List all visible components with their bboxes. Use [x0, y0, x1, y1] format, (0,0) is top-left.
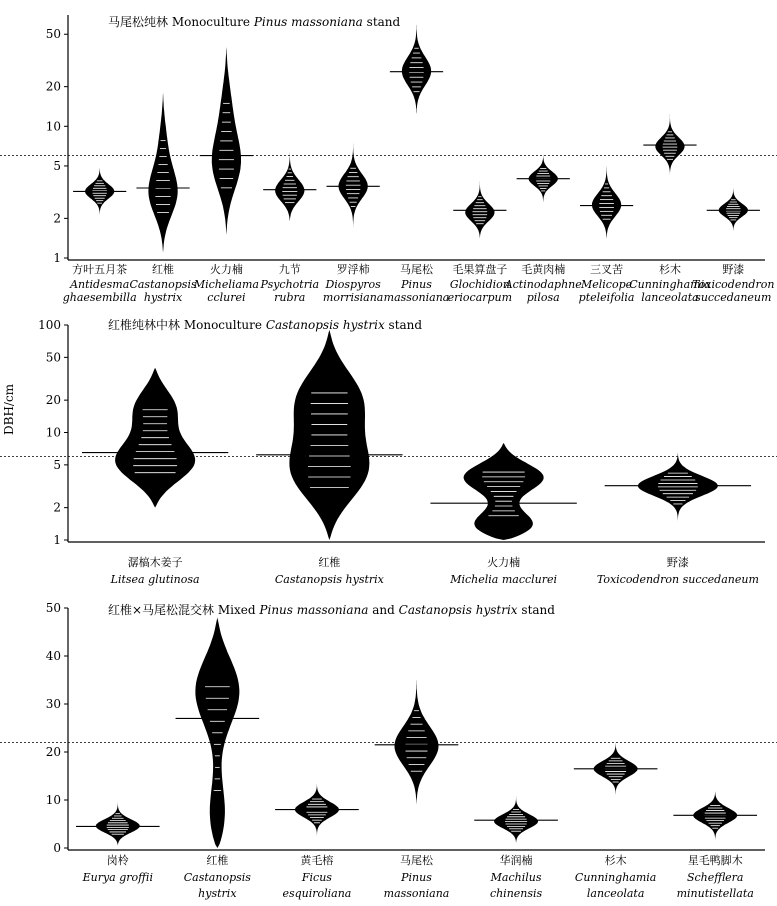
species-label-cn: 火力楠	[209, 263, 243, 276]
species-label-latin-2: massoniana	[383, 291, 450, 304]
species-label-latin: Toxicodendron	[692, 278, 775, 291]
species-label-cn: 罗浮柿	[336, 263, 370, 276]
species-label-latin: Litsea glutinosa	[110, 573, 200, 586]
species-label-latin: Castanopsis hystrix	[274, 573, 384, 586]
panel2-title: 红椎纯林中林 Monoculture Castanopsis hystrix stand	[108, 318, 423, 332]
species-label-latin: Machilus	[490, 871, 542, 884]
species-label-cn: 红椎	[206, 854, 229, 867]
species-label-cn: 三叉苦	[590, 263, 624, 276]
species-label-latin-2: esquiroliana	[282, 887, 352, 900]
panel-1	[0, 15, 777, 304]
species-label-latin: Toxicodendron succedaneum	[596, 573, 759, 586]
species-label-latin: Castanopsis	[129, 278, 197, 291]
y-tick-label: 40	[45, 649, 61, 663]
panel3-title: 红椎×马尾松混交林 Mixed Pinus massoniana and Castanopsis hystrix stand	[108, 603, 555, 617]
species-label-cn: 潺槁木姜子	[127, 556, 183, 569]
species-label-cn: 华润楠	[499, 854, 533, 867]
species-label-cn: 红椎	[318, 556, 341, 569]
species-label-cn: 野漆	[722, 263, 745, 276]
species-label-cn: 毛果算盘子	[452, 263, 508, 276]
species-label-latin: Antidesma	[70, 278, 130, 291]
species-label-latin: Psychotria	[260, 278, 320, 291]
species-label-latin: Castanopsis	[183, 871, 251, 884]
species-label-latin: Actinodaphne	[504, 278, 582, 291]
species-label-cn: 野漆	[666, 556, 689, 569]
species-label-latin-2: chinensis	[489, 887, 543, 900]
species-label-latin-2: pilosa	[526, 291, 560, 304]
species-label-latin-2: massoniana	[383, 887, 450, 900]
y-tick-label: 20	[45, 79, 61, 94]
species-label-latin-2: cclurei	[207, 291, 246, 304]
species-label-cn: 毛黄肉楠	[521, 263, 566, 276]
y-tick-label: 10	[45, 119, 61, 134]
species-label-latin: Schefflera	[686, 871, 744, 884]
species-label-cn: 黄毛榕	[300, 854, 334, 867]
species-label-cn: 火力楠	[487, 556, 521, 569]
y-tick-label: 10	[45, 793, 61, 807]
species-label-latin: Pinus	[401, 871, 432, 884]
panel-2	[0, 318, 777, 586]
panel-3	[0, 601, 777, 900]
y-tick-label: 5	[53, 158, 61, 173]
species-label-latin: Diospyros	[325, 278, 381, 291]
species-label-latin: Michelia macclurei	[450, 573, 558, 586]
species-label-latin-2: rubra	[274, 291, 306, 304]
y-tick-label: 50	[45, 601, 61, 615]
species-label-latin-2: minutistellata	[676, 887, 754, 900]
species-label-latin-2: hystrix	[198, 887, 237, 900]
y-tick-label: 50	[45, 350, 61, 365]
species-label-latin: Cunninghamia	[574, 871, 657, 884]
species-label-latin: Pinus	[401, 278, 432, 291]
species-label-latin-2: pteleifolia	[578, 291, 635, 304]
species-label-latin: Eurya groffii	[82, 871, 153, 884]
y-tick-label: 20	[45, 745, 61, 759]
y-tick-label: 2	[53, 211, 61, 226]
species-label-latin: Micheliama	[193, 278, 259, 291]
species-label-cn: 岗柃	[106, 854, 129, 867]
y-tick-label: 2	[53, 500, 61, 515]
y-axis-label: DBH/cm	[2, 383, 16, 435]
species-label-latin-2: lanceolata	[586, 887, 645, 900]
y-tick-label: 0	[53, 841, 61, 855]
species-label-latin-2: succedaneum	[695, 291, 772, 304]
species-label-cn: 九节	[278, 263, 301, 276]
y-tick-label: 1	[53, 251, 61, 265]
panel1-title: 马尾松纯林 Monoculture Pinus massoniana stand	[108, 15, 401, 29]
y-tick-label: 100	[38, 318, 61, 332]
species-label-cn: 杉木	[604, 854, 627, 867]
species-label-latin: Cunninghamia	[629, 278, 711, 291]
species-label-latin-2: eriocarpum	[447, 291, 513, 304]
y-tick-label: 20	[45, 393, 61, 408]
species-label-latin-2: hystrix	[143, 291, 183, 304]
species-label-latin-2: ghaesembilla	[62, 291, 137, 304]
y-tick-label: 50	[45, 27, 61, 42]
species-label-cn: 方叶五月茶	[72, 263, 128, 276]
species-label-cn: 马尾松	[400, 854, 433, 867]
species-label-cn: 红椎	[152, 263, 175, 276]
species-label-latin-2: morrisiana	[322, 291, 384, 304]
species-label-latin-2: lanceolata	[641, 291, 699, 304]
y-tick-label: 10	[45, 425, 61, 440]
species-label-cn: 星毛鸭脚木	[687, 854, 743, 867]
species-label-cn: 马尾松	[400, 263, 433, 276]
species-label-latin: Ficus	[301, 871, 332, 884]
species-label-cn: 杉木	[658, 263, 681, 276]
y-tick-label: 1	[53, 533, 61, 547]
y-tick-label: 5	[53, 457, 61, 472]
species-label-latin: Melicope	[581, 278, 633, 291]
y-tick-label: 30	[45, 697, 61, 711]
species-label-latin: Glochidion	[449, 278, 510, 291]
